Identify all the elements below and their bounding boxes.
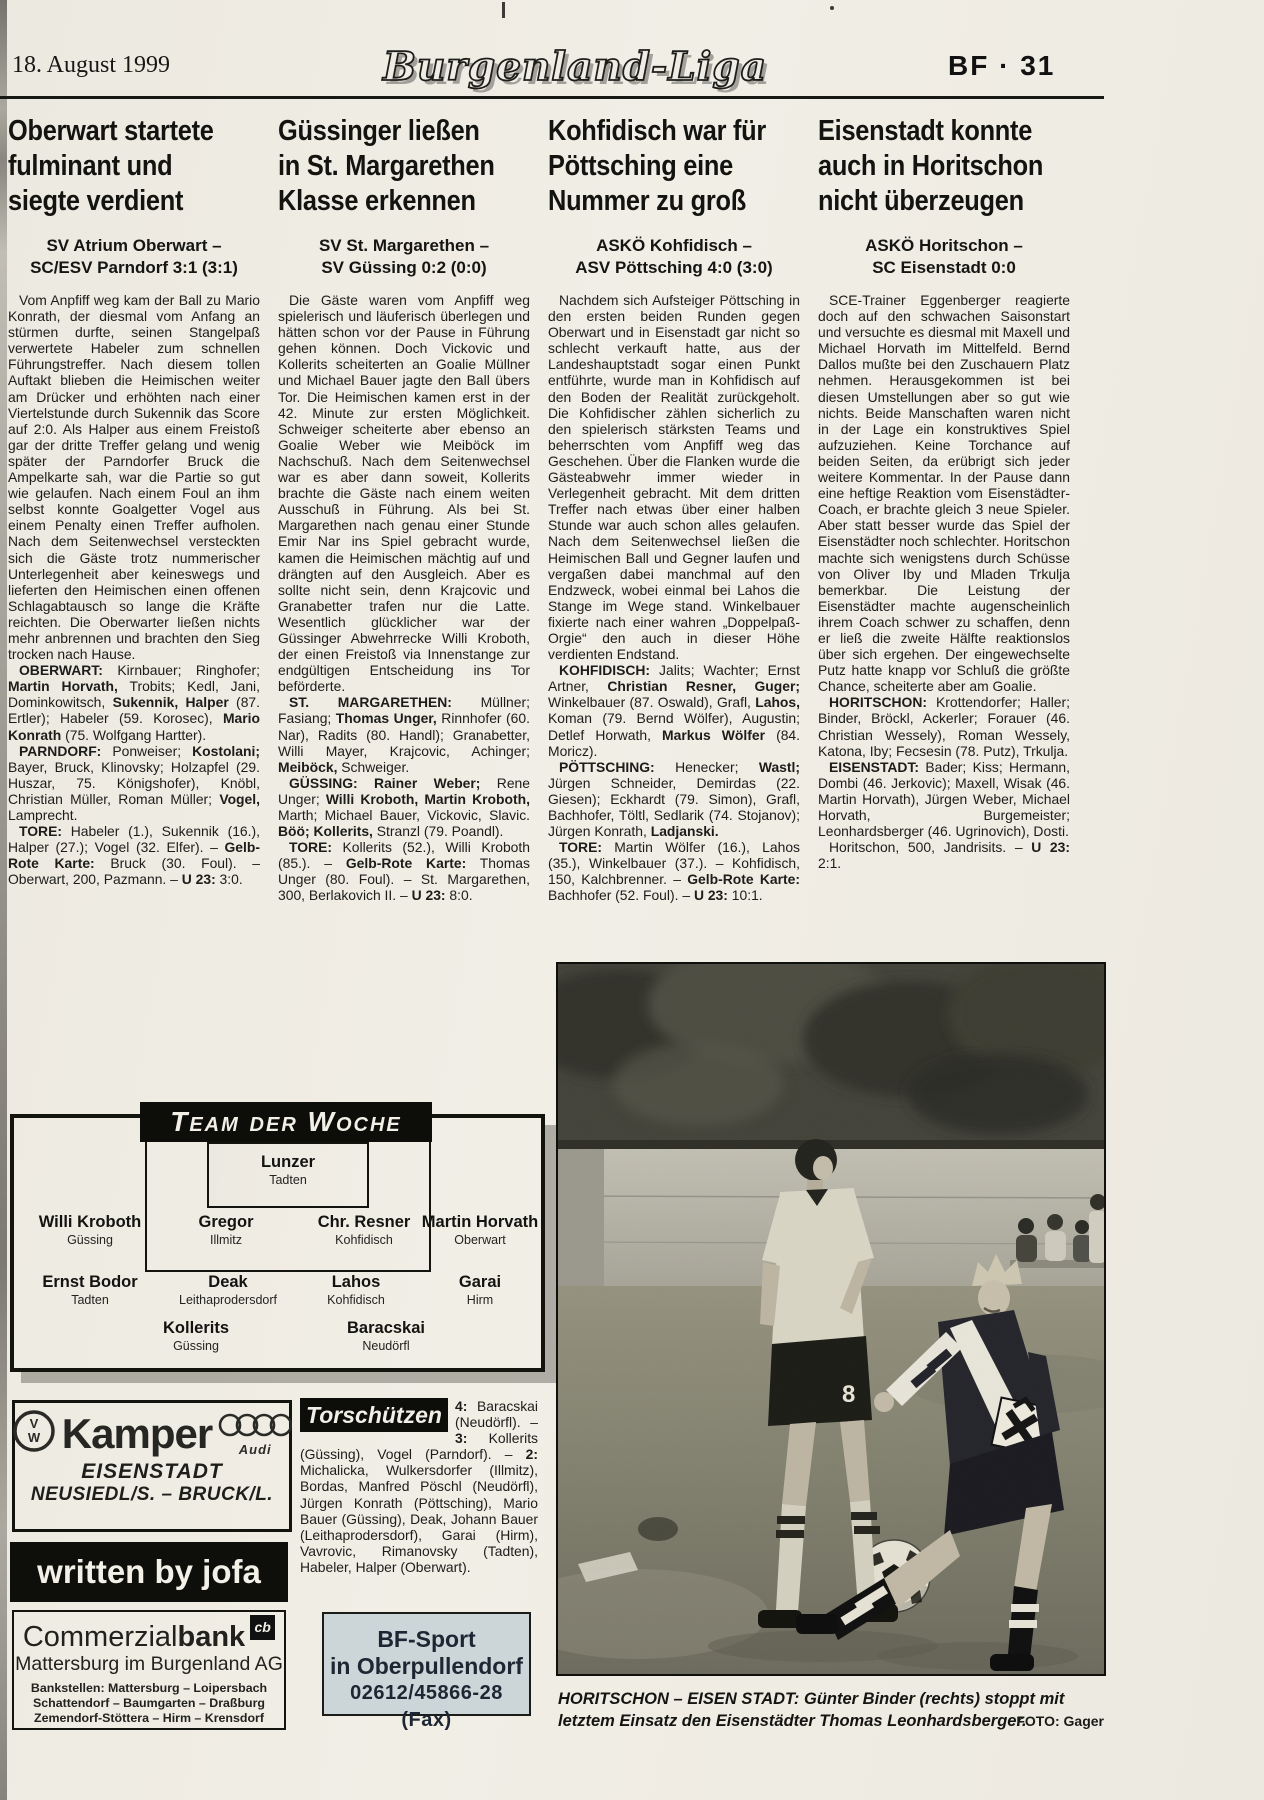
- cb-logo-icon: cb: [250, 1615, 275, 1640]
- player-club: Tadten: [71, 1293, 109, 1307]
- team-player: [39, 1212, 142, 1248]
- article-oberwart-parndorf: [8, 114, 260, 887]
- headline-line: siegte verdient: [8, 185, 184, 217]
- player-club: Leithaprodersdorf: [179, 1293, 277, 1307]
- article-horitschon-eisenstadt: [818, 114, 1070, 871]
- headline-line: auch in Horitschon: [818, 150, 1044, 182]
- photo-credit: FOTO: Gager: [1016, 1713, 1104, 1729]
- player-club: Oberwart: [454, 1233, 506, 1247]
- scan-artifact: [502, 2, 505, 18]
- photo-grain: [558, 964, 1104, 1674]
- headline-line: Kohfidisch war für: [548, 115, 767, 147]
- match-report-paragraph: Die Gäste waren vom Anpfiff weg spielerisch und läuferisch überlegen und hätten schon vor der Pause in Führung gehen können. Doch Vickovic und Kollerits scheiterten an Goalie Müllner und Michael Bauer jagte den Ball übers Tor. Die Heimischen kamen erst in der 42. Minute zur ersten Möglichkeit. Schweiger scheiterte aber ebenso an Goalie Weber wie Meiböck im Nachschuß. Nach dem Seitenwechsel war es aber dann soweit, Kollerits brachte die Gäste nach einem weiten Ausschuß in Führung. Als bei St. Margarethen nach genau einer Stunde Emir Nar ins Spiel gebracht wurde, kamen die Heimischen mächtig auf und drängten auf den Ausgleich. Aber es sollte nicht sein, denn Krajcovic und Granabetter trafen nur die Latte. Wesentlich glücklicher war der Güssinger Abwehrrecke Willi Kroboth, der einen Freistoß via Innenstange zur endgültigen Entscheidung ins Tor beförderte.: [278, 292, 530, 695]
- commerzialbank-subtitle: Mattersburg im Burgenland AG: [15, 1653, 283, 1675]
- article-body: [818, 292, 1070, 871]
- lineup-away: EISENSTADT: Bader; Kiss; Hermann, Dombi (46. Jerkovic); Maxell, Wisak (46. Martin Horvath), Jürgen Weber, Michael Horvath, Burgemeister; Leonhardsberger (46. Ugrinovich), Dosti.: [818, 758, 1070, 840]
- goals-summary: TORE: Kollerits (52.), Willi Kroboth (85.). – Gelb-Rote Karte: Thomas Unger (80. Foul). – St. Margarethen, 300, Berlakovich II. – U 23: 8:0.: [278, 839, 530, 904]
- top-scorers-title: Torschützen: [300, 1398, 448, 1432]
- article-kohfidisch-poettsching: [548, 114, 800, 904]
- team-player: [42, 1272, 137, 1308]
- goals-summary: TORE: Habeler (1.), Sukennik (16.), Halper (27.); Vogel (32. Elfer). – Gelb-Rote Karte: Bruck (30. Foul). – Oberwart, 200, Pazmann. – U 23: 3:0.: [8, 823, 260, 888]
- match-subhead: [818, 235, 1070, 279]
- lineup-away: PARNDORF: Ponweiser; Kostolani; Bayer, Bruck, Klinovsky; Holzapfel (29. Huszar, 75. Königshofer), Knöbl, Christian Müller, Roman Müller; Vogel, Lamprecht.: [8, 742, 260, 823]
- ad-bf-sport: [322, 1612, 531, 1731]
- scan-artifact: [830, 6, 834, 10]
- lineup-home: ST. MARGARETHEN: Müllner; Fasiang; Thomas Unger, Rinnhofer (60. Nar), Radits (80. Handl); Granabetter, Willi Mayer, Krajcovic, Achinger; Meiböck, Schweiger.: [278, 694, 530, 775]
- headline: [548, 114, 800, 219]
- branch-line: Schattendorf – Baumgarten – Draßburg: [32, 1695, 266, 1710]
- player-name: Martin Horvath: [421, 1213, 539, 1231]
- scan-edge-artifact: [0, 0, 7, 1800]
- audi-rings-icon: [218, 1411, 292, 1444]
- goals-summary: TORE: Martin Wölfer (16.), Lahos (35.), Winkelbauer (37.). – Kohfidisch, 150, Kalchbrenner. – Gelb-Rote Karte: Bachhofer (52. Foul). – U 23: 10:1.: [548, 839, 800, 904]
- lineup-home: OBERWART: Kirnbauer; Ringhofer; Martin Horvath, Trobits; Kedl, Jani, Dominkowitsch, Sukennik, Halper (87. Ertler); Habeler (59. Korosec), Mario Konrath (75. Wolfgang Hartter).: [8, 662, 260, 743]
- branch-line: Zemendorf-Stöttera – Hirm – Krensdorf: [34, 1710, 264, 1725]
- bf-sport-name: BF-Sport: [377, 1626, 476, 1652]
- bf-sport-city: in Oberpullendorf: [330, 1653, 523, 1679]
- jofa-slogan: written by jofa: [37, 1553, 261, 1590]
- top-scorers-list: 4: Baracskai (Neudörfl). – 3: Kollerits (Güssing), Vogel (Parndorf). – 2: Michalicka, Wulkersdorfer (Illmitz), Bordas, Manfred Pöschl (Neudörfl), Jürgen Konrath (Pöttsching), Mario Bauer (Güssing), Deak, Johann Bauer (Leithaprodersdorf), Garai (Hirm), Vavrovic, Rimanovsky (Tadten), Habeler, Halper (Oberwart).: [300, 1398, 538, 1575]
- headline-line: Eisenstadt konnte: [818, 115, 1033, 147]
- subhead-line: ASKÖ Kohfidisch –: [596, 236, 752, 255]
- ad-kamper: [12, 1400, 292, 1532]
- player-name: Lahos: [331, 1273, 381, 1291]
- commerzialbank-branches: [14, 1681, 284, 1725]
- section-masthead: Burgenland-Liga: [383, 44, 767, 90]
- photo-caption: [558, 1688, 1106, 1732]
- player-name: Willi Kroboth: [38, 1213, 142, 1231]
- player-club: Güssing: [173, 1339, 219, 1353]
- headline: [818, 114, 1070, 219]
- page-number: BF · 31: [948, 50, 1056, 81]
- match-report-paragraph: Vom Anpfiff weg kam der Ball zu Mario Konrath, der diesmal vom Anfang an stürmen durfte, seinen Stangelpaß verwertete Habeler zum schnellen Führungstreffer. Nach diesem tollen Auftakt blieben die Heimischen weiter am Drücker und erhöhten nach einer Viertelstunde durch Sukennik das Score auf 2:0. Als Halper aus einem Freistoß gar der dritte Treffer gelang und wenig später der Parndorfer Bruck die Ampelkarte sah, war die Partie so gut wie gelaufen. Nach einem Foul an ihm selbst konnte Goalgetter Vogel aus einem Penalty einen Treffer aufholen. Nach dem Seitenwechsel versteckten sich die Gäste trotz nummerischer Unterlegenheit aber keineswegs und lieferten den Heimischen einen offenen Schlagabtausch so lange die Kräfte reichten. Die Oberwarter ließen nichts mehr anbrennen und brachten den Sieg trocken nach Hause.: [8, 292, 260, 663]
- player-club: Kohfidisch: [335, 1233, 393, 1247]
- lineup-away: PÖTTSCHING: Henecker; Wastl; Jürgen Schneider, Demirdas (22. Giesen); Eckhardt (79. Simon), Grafl, Bachhofer, Töltl, Sedlarik (74. Stojanov); Jürgen Konrath, Ladjanski.: [548, 758, 800, 840]
- player-name: Gregor: [198, 1213, 254, 1231]
- subhead-line: ASKÖ Horitschon –: [865, 236, 1023, 255]
- header-rule: [0, 96, 1104, 99]
- team-player: [459, 1272, 501, 1308]
- headline-line: Nummer zu groß: [548, 185, 746, 217]
- headline-line: in St. Margarethen: [278, 150, 495, 182]
- subhead-line: SC/ESV Parndorf 3:1 (3:1): [30, 258, 238, 277]
- headline-line: Oberwart startete: [8, 115, 214, 147]
- match-subhead: [278, 235, 530, 279]
- player-name: Ernst Bodor: [42, 1273, 138, 1291]
- svg-text:8: 8: [842, 1381, 856, 1408]
- kamper-brand: Kamper: [61, 1409, 213, 1457]
- team-player: [179, 1272, 277, 1308]
- headline-line: Güssinger ließen: [278, 115, 480, 147]
- team-of-week-title: Team der Woche: [140, 1102, 432, 1142]
- player-name: Baracskai: [347, 1319, 425, 1337]
- commerzialbank-wordmark: Commerzialbank cb: [14, 1622, 284, 1652]
- issue-date: 18. August 1999: [12, 52, 171, 78]
- caption-text: HORITSCHON – EISEN STADT: Günter Binder (rechts) stoppt mit letztem Einsatz den Eisenstädter Thomas Leonhardsberger.: [558, 1690, 1065, 1730]
- article-body: [278, 292, 530, 904]
- match-subhead: [548, 235, 800, 279]
- subhead-line: SV Güssing 0:2 (0:0): [321, 258, 487, 277]
- subhead-line: SC Eisenstadt 0:0: [872, 258, 1016, 277]
- headline-line: Pöttsching eine: [548, 150, 733, 182]
- svg-text:V: V: [29, 1416, 39, 1431]
- team-player: [198, 1212, 253, 1248]
- player-name: Chr. Resner: [317, 1213, 411, 1231]
- player-name: Garai: [458, 1273, 502, 1291]
- player-name: Lunzer: [260, 1153, 316, 1171]
- lineup-away: GÜSSING: Rainer Weber; Rene Unger; Willi Kroboth, Martin Kroboth, Marth; Michael Bauer, Vickovic, Slavic. Böö; Kollerits, Stranzl (79. Poandl).: [278, 774, 530, 840]
- player-club: Güssing: [67, 1233, 113, 1247]
- headline-line: Klasse erkennen: [278, 185, 476, 217]
- ad-jofa: [10, 1542, 288, 1602]
- top-scorers-box: [300, 1398, 538, 1575]
- subhead-line: ASV Pöttsching 4:0 (3:0): [575, 258, 773, 277]
- match-photo: [556, 962, 1106, 1676]
- audi-brand: Audi: [238, 1441, 272, 1457]
- team-player-goalkeeper: [207, 1142, 369, 1208]
- lineup-home: KOHFIDISCH: Jalits; Wachter; Ernst Artner, Christian Resner, Guger; Winkelbauer (87. Oswald), Grafl, Lahos, Koman (79. Bernd Wölfer), Augustin; Detlef Horwath, Markus Wölfer (84. Moricz).: [548, 662, 801, 759]
- headline: [8, 114, 260, 219]
- team-player: [327, 1272, 385, 1308]
- kamper-city: EISENSTADT: [81, 1460, 223, 1483]
- article-body: [548, 292, 800, 904]
- goals-summary: Horitschon, 500, Jandrisits. – U 23: 2:1.: [818, 839, 1070, 872]
- lineup-home: HORITSCHON: Krottendorfer; Haller; Binder, Bröckl, Ackerler; Forauer (46. Christian Wessely), Roman Wessely, Katona, Iby; Fecsesin (78. Putz), Trkulja.: [818, 694, 1070, 759]
- article-stmargarethen-guessing: [278, 114, 530, 904]
- player-club: Neudörfl: [362, 1339, 410, 1353]
- vw-logo-icon: [12, 1409, 56, 1458]
- headline-line: fulminant und: [8, 150, 173, 182]
- branch-line: Bankstellen: Mattersburg – Loipersbach: [30, 1681, 268, 1695]
- player-club: Hirm: [466, 1293, 494, 1307]
- article-body: [8, 292, 260, 887]
- match-photo-illustration: [558, 964, 1104, 1674]
- player-club: Tadten: [269, 1173, 307, 1187]
- match-report-paragraph: Nachdem sich Aufsteiger Pöttsching in den ersten beiden Runden gegen Oberwart und in Eisenstadt gar nicht so schlecht verkauft hatte, aus der Landeshauptstadt sogar einen Punkt entführte, wurde man in Kohfidisch auf den Boden der Realität zurückgeholt. Die Kohfidischer zählen sicherlich zu den spielerisch stärksten Teams und beherrschten vom Anpfiff weg das Geschehen. Über die Flanken wurde die Gästeabwehr immer wieder in Verlegenheit gebracht. Mit dem dritten Treffer nach etwas über einer halben Stunde war auch schon alles gelaufen. Nach dem Seitenwechsel ließen die Heimischen Ball und Gegner laufen und vergaßen dabei manchmal auf den Endzweck, wobei einmal bei Lahos die Stange im Wege stand. Winkelbauer fixierte nach einer wahren „Doppelpaß-Orgie“ den auch in dieser Höhe verdienten Endstand.: [548, 292, 800, 663]
- player-name: Kollerits: [162, 1319, 230, 1337]
- player-name: Deak: [208, 1273, 248, 1291]
- headline: [278, 114, 530, 219]
- match-report-paragraph: SCE-Trainer Eggenberger reagierte doch auf den schwachen Saisonstart und versuchte es diesmal mit Maxell und Michael Horvath im Mittelfeld. Bernd Dallos mußte bei den Zuschauern Platz nehmen. Herausgekommen ist bei diesen Umstellungen aber so gut wie nichts. Beide Manschaften waren nicht in der Lage ein konstruktives Spiel aufzuziehen. Keine Torchance auf beiden Seiten, da erübrigt sich jeder weitere Kommentar. In der Pause dann eine heftige Reaktion vom Eisenstädter-Coach, er brachte gleich 3 neue Spieler. Aber statt besser wurde das Spiel der Eisenstädter noch schlechter. Horitschon machte sich wenigstens durch Schüsse von Oliver Iby und Mladen Trkulja bemerkbar. Die Leistung der Eisenstädter machte augenscheinlich ihrem Coach schwer zu schaffen, denn er ließ die zweite Hälfte reaktionslos über sich ergehen. Der eingewechselte Putz hatte knapp vor Schluß die größte Chance, scheiterte aber am Goalie.: [818, 292, 1070, 695]
- bf-sport-fax: 02612/45866-28 (Fax): [350, 1682, 503, 1731]
- kamper-cities: NEUSIEDL/S. – BRUCK/L.: [30, 1484, 274, 1505]
- subhead-line: SV St. Margarethen –: [318, 236, 490, 255]
- match-subhead: [8, 235, 260, 279]
- player-club: Illmitz: [210, 1233, 242, 1247]
- team-player: [347, 1318, 425, 1354]
- headline-line: nicht überzeugen: [818, 185, 1024, 217]
- team-player: [422, 1212, 538, 1248]
- svg-text:W: W: [27, 1430, 40, 1445]
- ad-commerzialbank: [12, 1610, 286, 1730]
- player-club: Kohfidisch: [327, 1293, 385, 1307]
- team-player: [318, 1212, 411, 1248]
- team-player: [163, 1318, 229, 1354]
- subhead-line: SV Atrium Oberwart –: [46, 236, 222, 255]
